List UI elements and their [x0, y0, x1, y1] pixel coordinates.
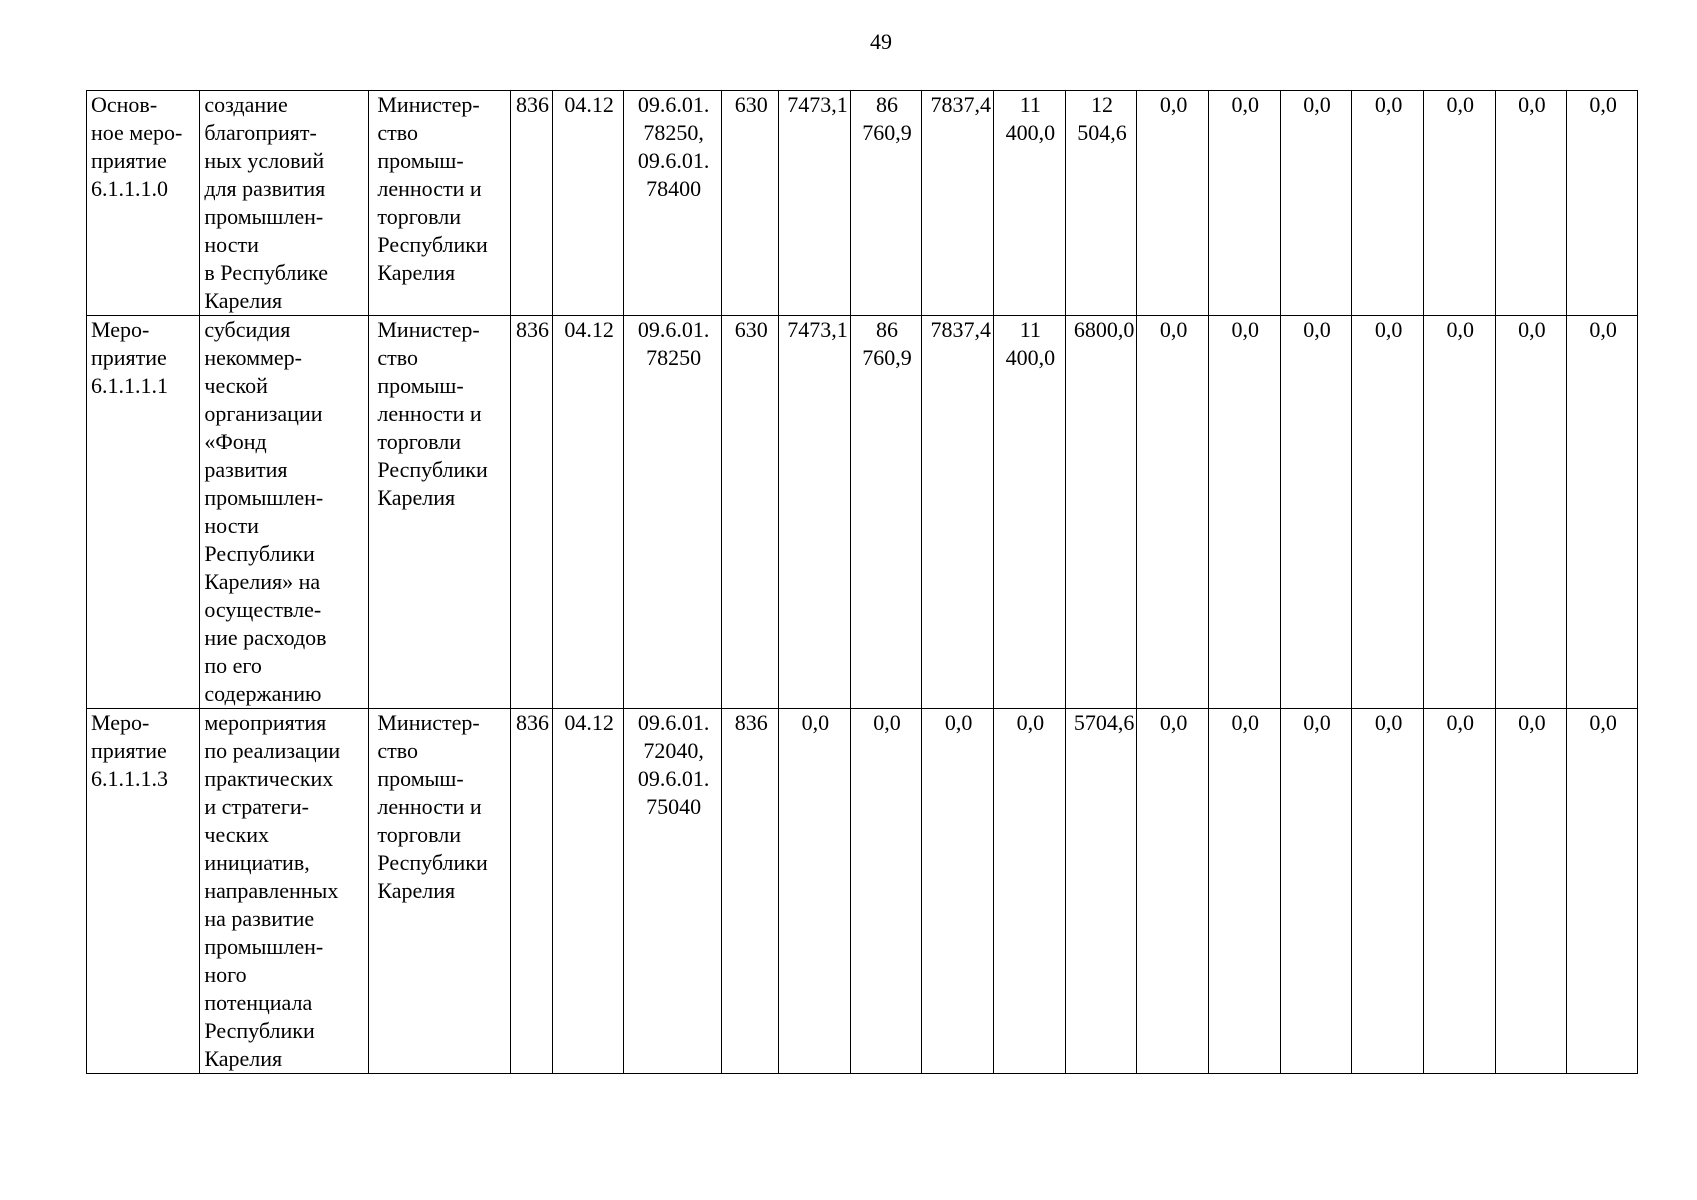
table-row: [87, 91, 1638, 316]
cell-value: 0,0: [779, 709, 851, 1074]
cell-value: 0,0: [1352, 709, 1424, 1074]
cell-vr: 630: [722, 316, 779, 709]
cell-executor: Министер- ство промыш- ленности и торговли Республики Карелия: [369, 709, 510, 1074]
cell-value: 0,0: [1567, 709, 1638, 1074]
budget-table: [86, 90, 1638, 1074]
cell-value: 86 760,9: [850, 91, 922, 316]
cell-value: 11 400,0: [994, 316, 1066, 709]
cell-value: 0,0: [1137, 709, 1209, 1074]
cell-value: 5704,6: [1065, 709, 1137, 1074]
cell-vr: 630: [722, 91, 779, 316]
cell-vr: 836: [722, 709, 779, 1074]
cell-name: субсидия некоммер- ческой организации «Фонд развития промышлен- ности Республики Карелия» на осуществле- ние расходов по его содержанию: [200, 316, 369, 709]
cell-executor: Министер- ство промыш- ленности и торговли Республики Карелия: [369, 91, 510, 316]
cell-value: 0,0: [1423, 316, 1495, 709]
cell-value: 0,0: [1495, 709, 1567, 1074]
table-row: [87, 316, 1638, 709]
cell-value: 7837,4: [922, 91, 994, 316]
cell-value: 11 400,0: [994, 91, 1066, 316]
cell-value: 0,0: [1567, 91, 1638, 316]
cell-name: мероприятия по реализации практических и стратеги- ческих инициатив, направленных на развитие промышлен- ного потенциала Республики Карелия: [200, 709, 369, 1074]
cell-value: 0,0: [1208, 709, 1280, 1074]
cell-value: 0,0: [1137, 91, 1209, 316]
cell-value: 0,0: [1495, 316, 1567, 709]
cell-value: 0,0: [1423, 91, 1495, 316]
cell-value: 12 504,6: [1065, 91, 1137, 316]
cell-value: 0,0: [1280, 91, 1352, 316]
cell-value: 0,0: [1137, 316, 1209, 709]
cell-status: Меро- приятие 6.1.1.1.1: [87, 316, 200, 709]
cell-value: 0,0: [1208, 316, 1280, 709]
cell-csr: 09.6.01. 78250: [623, 316, 721, 709]
cell-grbs: 836: [510, 709, 553, 1074]
cell-value: 7473,1: [779, 316, 851, 709]
cell-rzpr: 04.12: [553, 91, 624, 316]
cell-value: 0,0: [1352, 316, 1424, 709]
cell-value: 0,0: [1280, 316, 1352, 709]
cell-grbs: 836: [510, 316, 553, 709]
cell-value: 0,0: [1208, 91, 1280, 316]
cell-status: Меро- приятие 6.1.1.1.3: [87, 709, 200, 1074]
cell-value: 0,0: [1567, 316, 1638, 709]
cell-name: создание благоприят- ных условий для развития промышлен- ности в Республике Карелия: [200, 91, 369, 316]
cell-value: 0,0: [994, 709, 1066, 1074]
cell-value: 0,0: [1352, 91, 1424, 316]
cell-rzpr: 04.12: [553, 709, 624, 1074]
cell-value: 0,0: [1423, 709, 1495, 1074]
page-number: 49: [870, 29, 892, 54]
cell-value: 0,0: [850, 709, 922, 1074]
cell-csr: 09.6.01. 72040, 09.6.01. 75040: [623, 709, 721, 1074]
cell-value: 86 760,9: [850, 316, 922, 709]
cell-status: Основ- ное меро- приятие 6.1.1.1.0: [87, 91, 200, 316]
cell-grbs: 836: [510, 91, 553, 316]
cell-csr: 09.6.01. 78250, 09.6.01. 78400: [623, 91, 721, 316]
cell-value: 7837,4: [922, 316, 994, 709]
cell-value: 0,0: [922, 709, 994, 1074]
cell-value: 6800,0: [1065, 316, 1137, 709]
table-row: [87, 709, 1638, 1074]
cell-value: 0,0: [1495, 91, 1567, 316]
cell-value: 0,0: [1280, 709, 1352, 1074]
cell-rzpr: 04.12: [553, 316, 624, 709]
cell-value: 7473,1: [779, 91, 851, 316]
cell-executor: Министер- ство промыш- ленности и торговли Республики Карелия: [369, 316, 510, 709]
